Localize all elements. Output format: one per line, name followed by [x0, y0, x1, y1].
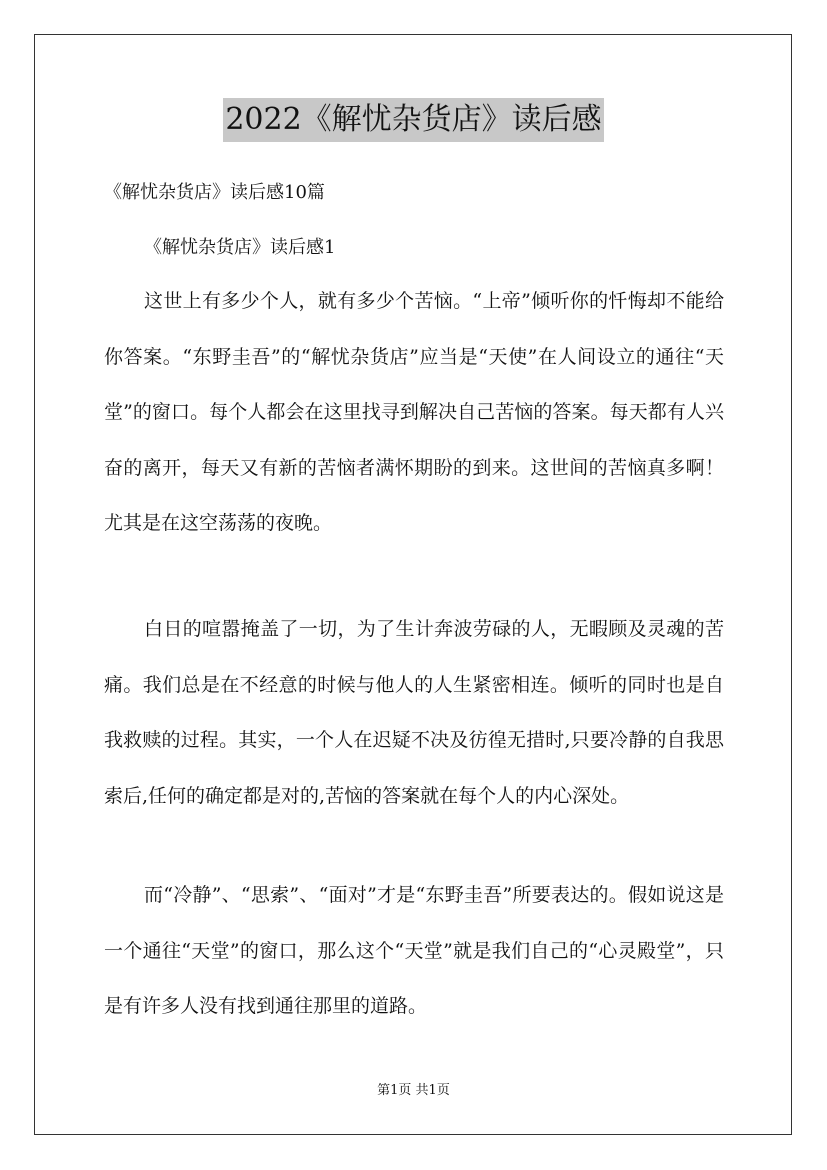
page-footer: 第1页 共1页	[377, 1083, 450, 1098]
paragraph-3: 而“冷静”、“思索”、“面对”才是“东野圭吾”所要表达的。假如说这是一个通往“天堂”的窗口，那么这个“天堂”就是我们自己的“心灵殿堂”，只是有许多人没有找到通往那里的道路。	[104, 884, 724, 1017]
paragraph-2: 白日的喧嚣掩盖了一切，为了生计奔波劳碌的人，无暇顾及灵魂的苦痛。我们总是在不经意的时候与他人的人生紧密相连。倾听的同时也是自我救赎的过程。其实，一个人在迟疑不决及彷徨无措时,只要冷静的自我思索后,任何的确定都是对的,苦恼的答案就在每个人的内心深处。	[104, 618, 724, 807]
document-title: 2022《解忧杂货店》读后感	[223, 98, 603, 142]
section-heading: 《解忧杂货店》读后感1	[144, 237, 336, 258]
document-subtitle: 《解忧杂货店》读后感10篇	[104, 182, 325, 203]
paragraph-1: 这世上有多少个人，就有多少个苦恼。“上帝”倾听你的忏悔却不能给你答案。“东野圭吾”的“解忧杂货店”应当是“天使”在人间设立的通往“天堂”的窗口。每个人都会在这里找寻到解决自己苦恼的答案。每天都有人兴奋的离开，每天又有新的苦恼者满怀期盼的到来。这世间的苦恼真多啊！尤其是在这空荡荡的夜晚。	[104, 290, 724, 534]
title-container	[0, 98, 827, 142]
